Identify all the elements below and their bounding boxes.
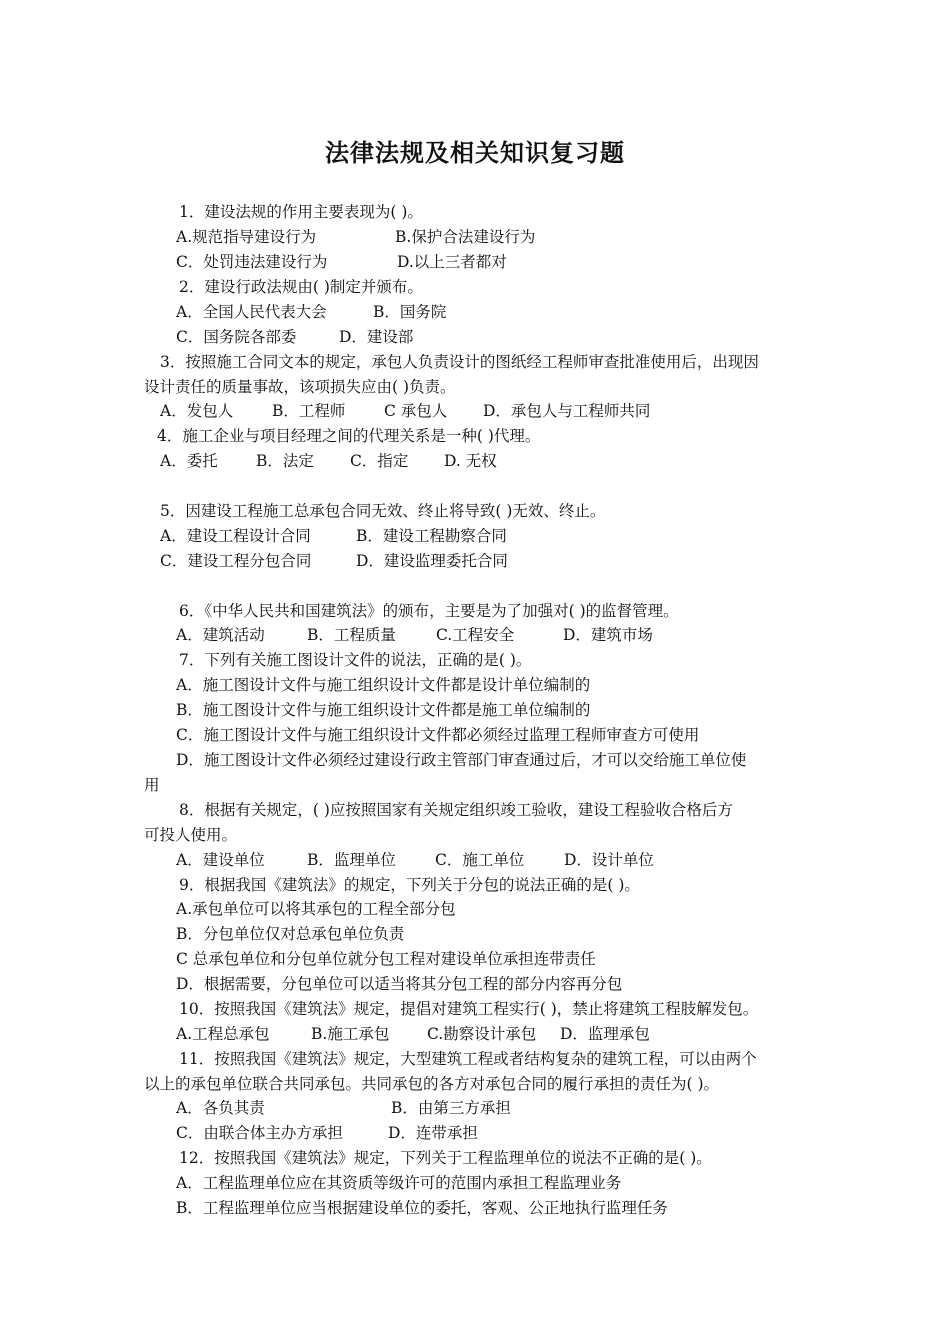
q10-stem: 10．按照我国《建筑法》规定，提倡对建筑工程实行( )，禁止将建筑工程肢解发包。 xyxy=(179,1000,759,1018)
q9-stem: 9．根据我国《建筑法》的规定，下列关于分包的说法正确的是( )。 xyxy=(179,876,640,894)
q9-option-d: D．根据需要，分包单位可以适当将其分包工程的部分内容再分包 xyxy=(176,975,623,993)
q6-option-c: C.工程安全 xyxy=(436,626,515,644)
q3-option-d: D．承包人与工程师共同 xyxy=(483,402,651,420)
q11-option-d: D．连带承担 xyxy=(388,1124,478,1142)
q11-option-a: A．各负其责 xyxy=(176,1099,265,1117)
q2-option-c: C．国务院各部委 xyxy=(176,328,297,346)
q11-options-row1 xyxy=(176,1098,511,1118)
q2-options-row1 xyxy=(176,302,446,322)
q4-option-b: B．法定 xyxy=(256,452,314,470)
q5-option-c: C．建设工程分包合同 xyxy=(160,552,312,570)
q12-option-b: B．工程监理单位应当根据建设单位的委托，客观、公正地执行监理任务 xyxy=(176,1199,668,1217)
q11-stem-line1: 11．按照我国《建筑法》规定，大型建筑工程或者结构复杂的建筑工程，可以由两个 xyxy=(179,1050,757,1068)
q7-option-d-line1: D．施工图设计文件必须经过建设行政主管部门审查通过后，才可以交给施工单位使 xyxy=(176,751,747,769)
q10-option-b: B.施工承包 xyxy=(311,1025,390,1043)
q7-stem: 7．下列有关施工图设计文件的说法，正确的是( )。 xyxy=(179,651,532,669)
q4-options xyxy=(160,451,497,471)
q6-options xyxy=(176,625,653,645)
q4-option-a: A．委托 xyxy=(160,452,218,470)
q11-stem-line2: 以上的承包单位联合共同承包。共同承包的各方对承包合同的履行承担的责任为( )。 xyxy=(144,1075,720,1093)
q8-option-a: A．建设单位 xyxy=(176,851,265,869)
page-title: 法律法规及相关知识复习题 xyxy=(325,138,625,167)
q4-option-c: C．指定 xyxy=(350,452,409,470)
q5-options-row2 xyxy=(160,551,508,571)
q10-option-a: A.工程总承包 xyxy=(176,1025,270,1043)
q6-option-a: A．建筑活动 xyxy=(176,626,265,644)
q5-option-a: A．建设工程设计合同 xyxy=(160,527,311,545)
q12-stem: 12．按照我国《建筑法》规定，下列关于工程监理单位的说法不正确的是( )。 xyxy=(179,1149,712,1167)
q7-option-d-line2: 用 xyxy=(144,776,160,794)
q5-option-d: D．建设监理委托合同 xyxy=(356,552,508,570)
q2-options-row2 xyxy=(176,327,413,347)
q6-option-b: B．工程质量 xyxy=(307,626,396,644)
q11-options-row2 xyxy=(176,1123,478,1143)
q1-stem: 1．建设法规的作用主要表现为( )。 xyxy=(179,203,423,221)
q6-option-d: D．建筑市场 xyxy=(563,626,653,644)
q10-option-d: D．监理承包 xyxy=(560,1025,650,1043)
q3-option-c: C 承包人 xyxy=(384,402,448,420)
q1-options-row1 xyxy=(176,227,535,247)
q8-option-d: D．设计单位 xyxy=(564,851,654,869)
q1-option-d: D.以上三者都对 xyxy=(397,253,507,271)
q8-option-b: B．监理单位 xyxy=(307,851,396,869)
q9-option-b: B．分包单位仅对总承包单位负责 xyxy=(176,925,405,943)
q7-option-a: A．施工图设计文件与施工组织设计文件都是设计单位编制的 xyxy=(176,676,591,694)
q5-option-b: B．建设工程勘察合同 xyxy=(356,527,507,545)
q8-stem-line2: 可投人使用。 xyxy=(144,826,238,844)
q10-option-c: C.勘察设计承包 xyxy=(427,1025,537,1043)
q4-stem: 4．施工企业与项目经理之间的代理关系是一种( )代理。 xyxy=(157,427,541,445)
q9-option-c: C 总承包单位和分包单位就分包工程对建设单位承担连带责任 xyxy=(176,950,596,968)
q11-option-c: C．由联合体主办方承担 xyxy=(176,1124,343,1142)
q1-option-c: C．处罚违法建设行为 xyxy=(176,253,328,271)
q8-option-c: C．施工单位 xyxy=(435,851,525,869)
q5-stem: 5．因建设工程施工总承包合同无效、终止将导致( )无效、终止。 xyxy=(160,502,606,520)
q2-option-a: A．全国人民代表大会 xyxy=(176,303,327,321)
q10-options xyxy=(176,1024,650,1044)
q12-option-a: A．工程监理单位应在其资质等级许可的范围内承担工程监理业务 xyxy=(176,1174,622,1192)
q1-option-a: A.规范指导建设行为 xyxy=(176,228,317,246)
q3-stem-line1: 3．按照施工合同文本的规定，承包人负责设计的图纸经工程师审查批准使用后，出现因 xyxy=(160,353,759,371)
q9-option-a: A.承包单位可以将其承包的工程全部分包 xyxy=(176,900,456,918)
q11-option-b: B．由第三方承担 xyxy=(391,1099,511,1117)
q3-option-b: B．工程师 xyxy=(272,402,346,420)
q1-options-row2 xyxy=(176,252,507,272)
q2-option-d: D．建设部 xyxy=(339,328,414,346)
q7-option-b: B．施工图设计文件与施工组织设计文件都是施工单位编制的 xyxy=(176,701,591,719)
q8-options xyxy=(176,850,654,870)
q2-stem: 2．建设行政法规由( )制定并颁布。 xyxy=(179,278,423,296)
q1-option-b: B.保护合法建设行为 xyxy=(395,228,536,246)
q8-stem-line1: 8．根据有关规定，( )应按照国家有关规定组织竣工验收，建设工程验收合格后方 xyxy=(179,801,733,819)
q3-option-a: A．发包人 xyxy=(160,402,234,420)
q2-option-b: B．国务院 xyxy=(373,303,447,321)
q7-option-c: C．施工图设计文件与施工组织设计文件都必须经过监理工程师审查方可使用 xyxy=(176,726,700,744)
q6-stem: 6．《中华人民共和国建筑法》的颁布，主要是为了加强对( )的监督管理。 xyxy=(179,602,679,620)
q3-options xyxy=(160,401,650,421)
q5-options-row1 xyxy=(160,526,507,546)
q3-stem-line2: 设计责任的质量事故，该项损失应由( )负责。 xyxy=(144,378,456,396)
q4-option-d: D. 无权 xyxy=(444,452,497,470)
